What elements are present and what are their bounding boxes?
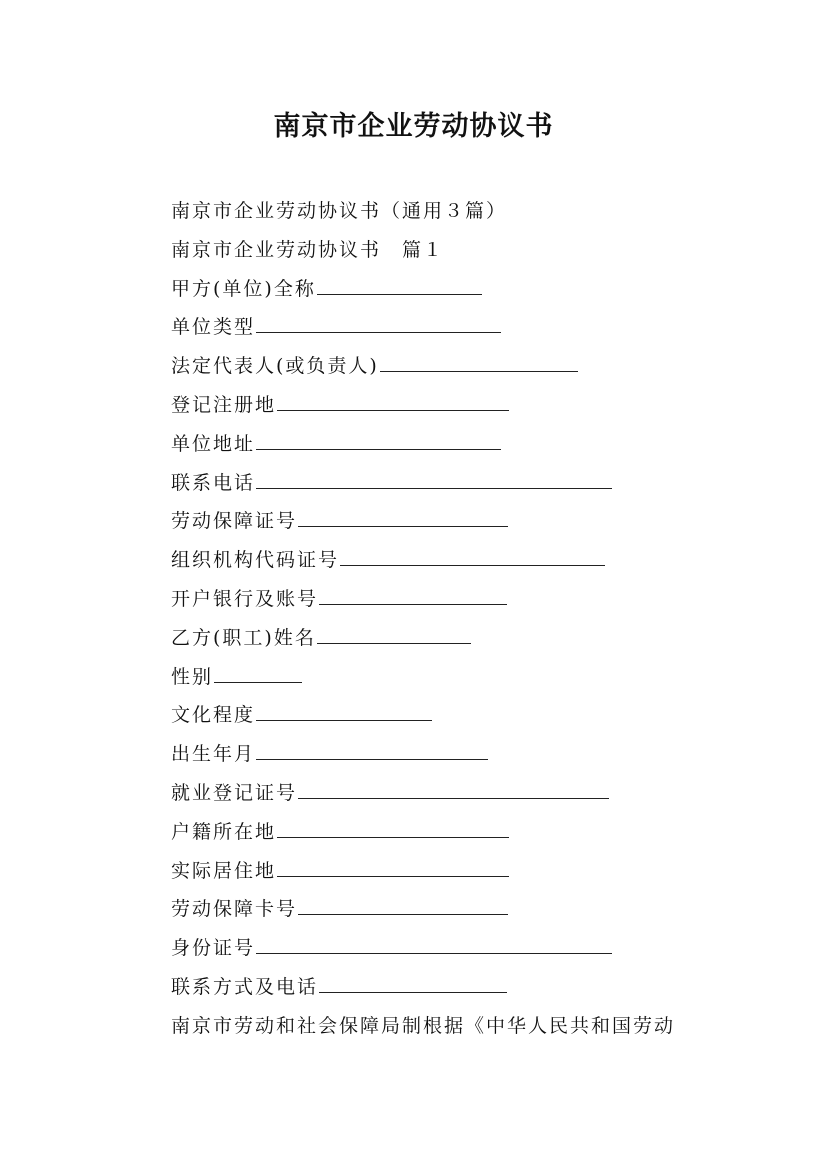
field-employment-reg-cert — [171, 778, 771, 817]
field-unit-address — [171, 429, 771, 468]
field-labor-security-cert — [171, 506, 771, 545]
section-heading-text: 南京市企业劳动协议书 篇１ — [171, 238, 445, 261]
field-label: 劳动保障证号 — [171, 510, 298, 533]
field-education — [171, 700, 771, 739]
field-bank-account — [171, 584, 771, 623]
field-household-reg — [171, 817, 771, 856]
field-label: 劳动保障卡号 — [171, 898, 298, 921]
fill-in-blank — [319, 972, 507, 993]
fill-in-blank — [298, 506, 508, 527]
field-id-number — [171, 933, 771, 972]
fill-in-blank — [298, 778, 609, 799]
fill-in-blank — [256, 429, 501, 450]
subtitle-text: 南京市企业劳动协议书（通用３篇） — [171, 200, 508, 222]
field-label: 身份证号 — [171, 937, 256, 960]
field-label: 组织机构代码证号 — [171, 549, 340, 572]
field-label: 性别 — [171, 665, 214, 688]
fill-in-blank — [380, 351, 578, 372]
field-registered-address — [171, 390, 771, 429]
field-legal-rep — [171, 351, 771, 390]
field-label: 就业登记证号 — [171, 781, 298, 804]
field-birth-date — [171, 739, 771, 778]
fill-in-blank — [319, 584, 507, 605]
fill-in-blank — [277, 856, 509, 877]
field-actual-residence — [171, 856, 771, 895]
field-label: 乙方(职工)姓名 — [171, 626, 316, 649]
field-label: 联系电话 — [171, 471, 256, 494]
field-org-code-cert — [171, 545, 771, 584]
field-labor-security-card — [171, 894, 771, 933]
field-label: 登记注册地 — [171, 393, 277, 416]
closing-line — [171, 1011, 771, 1050]
field-label: 法定代表人(或负责人) — [171, 355, 379, 378]
field-label: 户籍所在地 — [171, 820, 277, 843]
fill-in-blank — [317, 623, 471, 644]
field-phone — [171, 468, 771, 507]
field-employer-name — [171, 274, 771, 313]
field-gender — [171, 662, 771, 701]
field-contact-phone — [171, 972, 771, 1011]
document-body — [171, 196, 771, 1050]
field-label: 实际居住地 — [171, 859, 277, 882]
field-unit-type — [171, 312, 771, 351]
field-label: 出生年月 — [171, 743, 256, 766]
field-label: 甲方(单位)全称 — [171, 277, 316, 300]
field-label: 开户银行及账号 — [171, 587, 319, 610]
fill-in-blank — [256, 312, 501, 333]
field-label: 单位类型 — [171, 316, 256, 339]
fill-in-blank — [256, 739, 488, 760]
field-label: 单位地址 — [171, 432, 256, 455]
fill-in-blank — [256, 700, 432, 721]
fill-in-blank — [317, 274, 482, 295]
subtitle-line — [171, 196, 771, 235]
field-label: 文化程度 — [171, 704, 256, 727]
closing-text: 南京市劳动和社会保障局制根据《中华人民共和国劳动 — [171, 1014, 676, 1037]
fill-in-blank — [340, 545, 605, 566]
fill-in-blank — [256, 468, 612, 489]
document-title: 南京市企业劳动协议书 — [273, 111, 554, 142]
fill-in-blank — [214, 662, 302, 683]
field-label: 联系方式及电话 — [171, 975, 319, 998]
field-employee-name — [171, 623, 771, 662]
fill-in-blank — [277, 390, 509, 411]
fill-in-blank — [256, 933, 612, 954]
section-heading-line — [171, 235, 771, 274]
fill-in-blank — [277, 817, 509, 838]
fill-in-blank — [298, 894, 508, 915]
